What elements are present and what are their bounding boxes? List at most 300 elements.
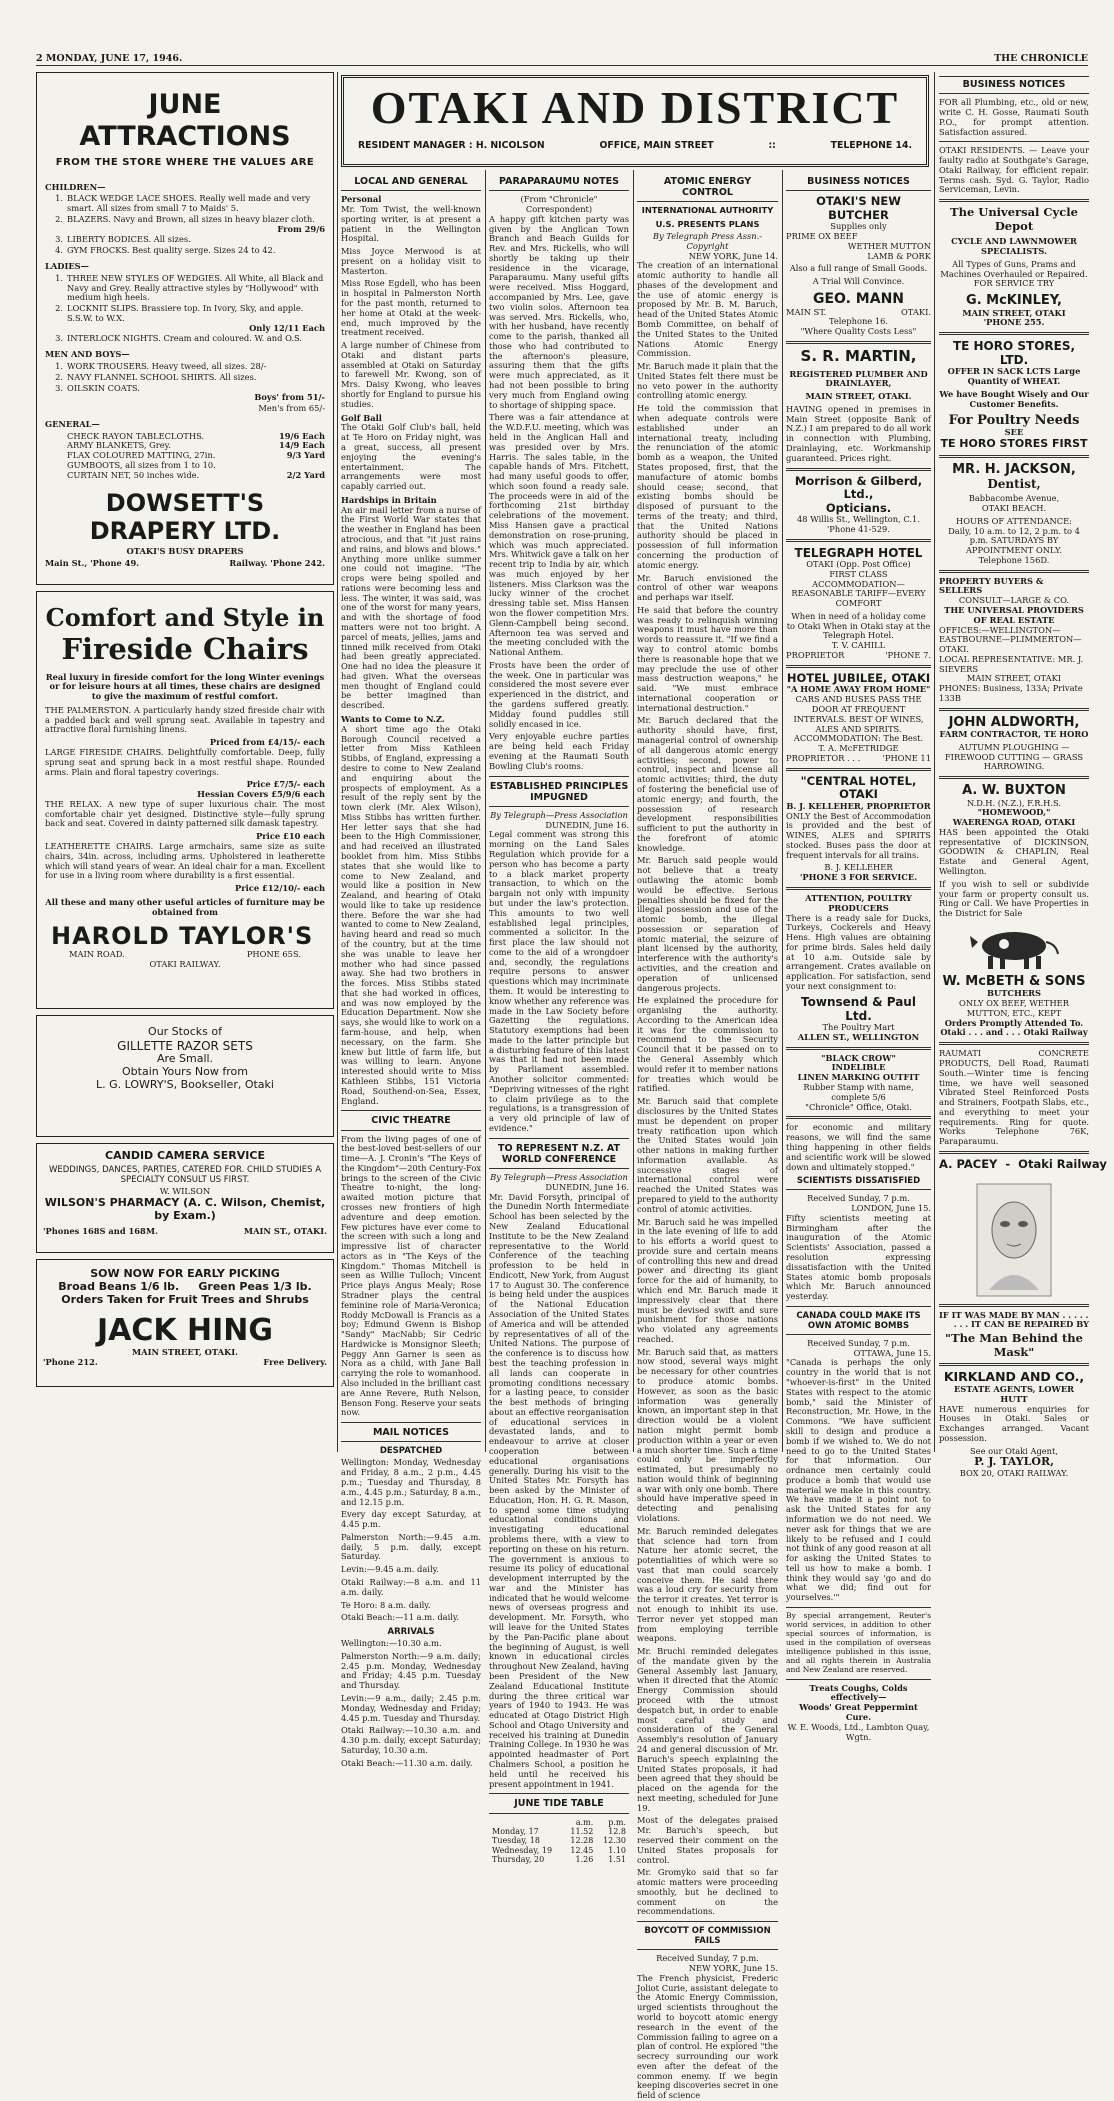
morrison-phone: 'Phone 41-529.	[827, 524, 890, 535]
column-rule	[633, 170, 634, 1452]
tide-pm-header: p.m.	[608, 1817, 626, 1827]
item-text	[67, 373, 325, 383]
butcher-tel: Telephone 16.	[828, 316, 889, 327]
jackson-l7: Telephone 156D.	[978, 554, 1050, 565]
butcher-l4: Also a full range of Small Goods.	[789, 263, 928, 274]
chairs-p2: LARGE FIRESIDE CHAIRS. Delightfully comfortable. Deep, fully sprung seat and sprung back in a most restful shape. Rounded arms. Plain and floral tapestry coverings.	[45, 747, 325, 777]
item-price: 9/3 Yard	[286, 450, 325, 461]
atomic-sub1: INTERNATIONAL AUTHORITY	[641, 205, 774, 216]
tide-day: Thursday, 20	[492, 1855, 545, 1865]
buxton-l2: N.D.H. (N.Z.), F.R.H.S.	[966, 797, 1062, 808]
camera-addr: MAIN ST., OTAKI.	[243, 1225, 327, 1236]
item-number: 1.	[55, 272, 63, 283]
arrivals-heading: ARRIVALS	[387, 1627, 435, 1638]
tehoro-l2: OFFER IN SACK LCTS Large Quantity of WHEAT.	[947, 366, 1081, 387]
chairs-also: All these and many other useful articles of furniture may be obtained from	[45, 896, 325, 917]
mail-line: Otaki Railway:—10.30 a.m. and 4.30 p.m. daily, except Saturday; Saturday, 10.30 a.m.	[341, 1725, 481, 1755]
central-prop: B. J. KELLEHER, PROPRIETOR	[786, 800, 931, 811]
para-p: A happy gift kitchen party was given by the Anglican Town Branch and Beach Guilds for Rev. and Mrs. Rickells, who will shortly be taking up their residence in the vicarage, Paraparaumu. Many useful gifts were received. Miss Hoggard, accompanied by Mrs. Lee, gave two violin solos. Afternoon tea was served. Mrs. Rickells, who, with her husband, have recently come to the parish, thanked all those who had contributed to the afternoon's pleasure, assuring them that the gifts were much appreciated, as it had not been possible to bring very much from England owing to shortage of shipping space.	[489, 213, 629, 410]
mcbeth-l1: BUTCHERS	[986, 988, 1042, 999]
kirk-l2: ESTATE AGENTS, LOWER HUTT	[953, 1383, 1075, 1404]
list-item	[45, 304, 325, 333]
buxton-l5: HAS been appointed the Otaki representative of DICKINSON, GOODWIN & CHAPLIN, Real Estate and General Agent, Wellington.	[939, 826, 1089, 877]
property-ad	[939, 577, 1089, 704]
item-price: Only 12/11 Each	[249, 322, 325, 333]
item-number: 2.	[55, 371, 63, 382]
property-l1: PROPERTY BUYERS & SELLERS	[939, 575, 1044, 596]
property-l4: OFFICES:—WELLINGTON—EASTBOURNE—PLIMMERTON—OTAKI.	[939, 624, 1082, 655]
tide-pm: 1.10	[608, 1845, 626, 1855]
dowsett-sub: OTAKI'S BUSY DRAPERS	[126, 546, 244, 557]
item-number: 2.	[55, 213, 63, 224]
boycott-p: The French physicist, Frederic Joliot Curie, assistant delegate to the Atomic Energy Commission, urged scientists throughout the world to boycott atomic energy research in the event of the Commission failing to agree on a plan of control. He explored "the secrecy surrounding our work even after the defeat of the common enemy. If we begin keeping discoveries secret in one field of science	[637, 1972, 778, 2101]
banner-office: OFFICE, MAIN STREET	[599, 139, 714, 151]
mask-illustration	[969, 1180, 1059, 1300]
atomic-continued: for economic and military reasons, we will find the same thing happening in other fields and scientific work will be slowed down and ultimately stopped."	[786, 1122, 931, 1172]
tehoro-l4: For Poultry Needs	[948, 412, 1080, 428]
item-description: GUMBOOTS, all sizes from 1 to 10.	[67, 460, 216, 471]
woods-l2: Woods' Great Peppermint Cure.	[799, 1702, 918, 1723]
poultry-firm: Townsend & Paul Ltd.	[801, 994, 916, 1023]
tide-pm: 1.51	[608, 1855, 626, 1865]
taylor-town: OTAKI RAILWAY.	[149, 958, 221, 969]
item-description: LOCKNIT SLIPS. Brassiere top. In Ivory, Sky, and apple. S.S.W. to W.X.	[67, 303, 304, 323]
mail-line: Wellington: Monday, Wednesday and Friday, 8 a.m., 2 p.m., 4.45 p.m.; Tuesday and Thursday, 8 a.m., 4.45 p.m.; Saturday, 8 a.m., and 12.15 p.m.	[341, 1457, 481, 1507]
item-price: Boys' from 51/-	[254, 392, 325, 403]
crow-l3: LINEN MARKING OUTFIT	[797, 1072, 920, 1083]
cycle-phone: 'PHONE 255.	[983, 317, 1045, 328]
property-l3: THE UNIVERSAL PROVIDERS OF REAL ESTATE	[944, 604, 1084, 625]
dowsett-firm: DOWSETT'S DRAPERY LTD.	[89, 488, 281, 545]
kirk-l5: P. J. TAYLOR,	[974, 1455, 1054, 1469]
atomic-date: NEW YORK, June 14.	[688, 250, 778, 261]
paper-name: THE CHRONICLE	[994, 53, 1088, 64]
banner-phone: TELEPHONE 14.	[830, 139, 912, 151]
item-description: GYM FROCKS. Best quality serge. Sizes 24 to 42.	[67, 245, 276, 256]
buxton-l3: "HOMEWOOD,"	[977, 807, 1051, 818]
tide-row	[489, 1846, 629, 1855]
chairs-p4-price: Price £12/10/- each	[235, 883, 325, 894]
chairs-intro: Real luxury in fireside comfort for the long Winter evenings or for leisure hours at all times, these chairs are designed to give the maximum of restful comfort.	[45, 671, 325, 702]
te-horo-ad	[939, 339, 1089, 451]
mail-line: Every day except Saturday, at 4.45 p.m.	[341, 1509, 481, 1530]
item-price: From 29/6	[277, 223, 325, 234]
cycle-addr: MAIN STREET, OTAKI	[962, 307, 1066, 318]
men-list	[45, 362, 325, 403]
scientists-heading: SCIENTISTS DISSATISFIED	[786, 1176, 931, 1190]
hing-l1: SOW NOW FOR EARLY PICKING	[90, 1267, 280, 1280]
camera-l4: WILSON'S PHARMACY (A. C. Wilson, Chemist, by Exam.)	[44, 1196, 326, 1222]
telegraph-name: TELEGRAPH HOTEL	[794, 545, 923, 560]
tide-day: Wednesday, 19	[492, 1845, 553, 1855]
jackson-dentist-ad	[939, 462, 1089, 566]
page-masthead	[36, 50, 1088, 66]
mcbeth-ad	[939, 974, 1089, 1038]
butcher-addr: MAIN ST.	[786, 306, 827, 317]
personal-p: A large number of Chinese from Otaki and distant parts assembled at Otaki on Saturday to farewell Mr. Kwong, son of Mrs. Daisy Kwong, who leaves shortly for England to pursue his studies.	[341, 340, 481, 409]
mail-line: Otaki Railway:—8 a.m. and 11 a.m. daily.	[341, 1576, 481, 1597]
golf-heading: Golf Ball	[341, 412, 382, 423]
poultry-sub: The Poultry Mart	[822, 1022, 895, 1033]
list-item	[45, 384, 325, 404]
telegraph-prop-name: T. V. CAHILL	[831, 640, 886, 651]
para-heading: PARAPARAUMU NOTES	[489, 176, 629, 191]
mail-line: Levin:—9 a.m., daily; 2.45 p.m. Monday, Wednesday and Friday; 4.45 p.m. Tuesday and Thursday.	[341, 1693, 481, 1723]
item-number: 3.	[55, 382, 63, 393]
reuter-footnote: By special arrangement, Reuter's world services, in addition to other special sources of information, is used in the compilation of overseas intelligence published in this issue, and all rights therein in Australia and New Zealand are reserved.	[786, 1611, 931, 1674]
chairs-p4: LEATHERETTE CHAIRS. Large armchairs, same size as suite chairs, 34in. across, including arms. Upholstered in leatherette which will stand years of wear. An ideal chair for a man. Excellent for use in a living room where durability is a first essential.	[45, 841, 325, 881]
man-l2: . . . IT CAN BE REPAIRED BY	[953, 1319, 1089, 1330]
butcher-mutton: WETHER MUTTON	[847, 240, 931, 251]
atomic-byline: By Telegraph Press Assn.-Copyright	[652, 230, 763, 251]
biz-heading: BUSINESS NOTICES	[786, 176, 931, 191]
atomic-p: He told the commission that when adequate controls were established under an international treaty, including the renunciation of the atomic bomb as a weapon, the United States proposed, first, that the manufacture of atomic bombs should cease; second, that existing bombs should be disposed of pursuant to the terms of the treaty; and third, that the United Nations authority should be placed in possession of full information concerning the production of atomic energy.	[637, 403, 778, 570]
cycle-l4: FOR SERVICE TRY	[973, 278, 1055, 289]
man-l1: IF IT WAS MADE BY MAN . . . . .	[939, 1309, 1089, 1320]
jubilee-body: CARS AND BUSES PASS THE DOOR AT FREQUENT INTERVALS. BEST OF WINES, ALES AND SPIRITS.	[793, 694, 924, 734]
crow-l4: Rubber Stamp with name, complete 5/6	[803, 1082, 914, 1102]
column-rule	[337, 72, 338, 1452]
item-text	[67, 215, 325, 235]
pacey-ad: A. PACEY - Otaki Railway	[939, 1156, 1107, 1171]
boycott-date: NEW YORK, June 15.	[688, 1963, 778, 1974]
cycle-firm: G. McKINLEY,	[966, 293, 1062, 309]
item-number: 1.	[55, 193, 63, 204]
local-general-column	[341, 172, 481, 1768]
tehoro-l1: TE HORO STORES, LTD.	[952, 339, 1076, 368]
jubilee-phone: 'PHONE 11	[882, 752, 931, 763]
atomic-p: Mr. Baruch said that complete disclosures by the United States must be dependent on proper treaty ratification upon which the United States would join other nations in making further information available. As successive stages of international control were reached the United States was prepared to yield to the authority control of atomic activities.	[637, 1096, 778, 1214]
mcbeth-l2: ONLY OX BEEF, WETHER MUTTON, ETC., KEPT	[959, 998, 1069, 1018]
central-ad	[786, 775, 931, 883]
item-description: BLACK WEDGE LACE SHOES. Really well made and very smart. All sizes from small 7 to Maids' 5.	[67, 193, 311, 214]
camera-l3: W. WILSON	[159, 1187, 211, 1197]
atomic-p: Most of the delegates praised Mr. Baruch's speech, but reserved their comment on the United States proposals for control.	[637, 1815, 778, 1865]
hardships-p: An air mail letter from a nurse of the First World War states that the weather in England has been atrocious, and that "it just rains and rains, and blows and blows." Anything more unlike summer one could not imagine. "The crops were being spoiled and rations were becoming less and less. The winter, it was said, was one of the worst for many years, and with the shortage of food matters were not too bright. A parcel of meats, jellies, jams and tinned milk received from Otaki had been greatly appreciated. One had no idea the pleasure it had given. What the overseas men thought of England could be better imagined than described.	[341, 504, 481, 711]
general-heading: GENERAL—	[45, 418, 100, 429]
boycott-received: Received Sunday, 7 p.m.	[656, 1953, 759, 1964]
can-p: "Canada is perhaps the only country in the world that is not "whoever-is-first" in the United States with respect to the atomic bomb," said the Minister of Reconstruction, Mr. Howe, in the Commons. "We have sufficient skill to design and produce a bomb if we wished to. We do not need to go to the United States for that information. Our ordnance men certainly could produce a bomb that would use material we make in this country. We have made it a point not to ask the United States for any information we do not need. We never ask for things that we are likely to be refused and I could not think of any good reason at all for asking the United States to tell us how to make a bomb. I think they would say 'go and do what we did; find out for yourselves.'"	[786, 1357, 931, 1603]
rep-p: Mr. David Forsyth, principal of the Dunedin North Intermediate School has been selected by the New Zealand Educational Institute to be the New Zealand representative to the World Conference of the teaching profession to be held in Endicott, New York, from August 17 to August 30. The conference is being held under the auspices of the National Education Association of the United States of America and will be attended by representatives of all of the United Nations. The purpose of the conference is to discuss how best the teaching profession in all lands can cooperate in promoting conditions necessary for a lasting peace, to consider the best methods of bringing about an effective reorganisation of educational services in devastated lands, and to endeavour to arrive at closer cooperation between educational organisations generally. During his visit to the United States Mr. Forsyth has been asked by the Minister of Education, Hon. H. G. R. Mason, to spend some time studying educational conditions and investigating educational problems there, with a view to reporting on these on his return. The government is anxious to resume its policy of educational development interrupted by the war and the Minister has indicated that he would welcome news of overseas progress and development. Mr. Forsyth, who will leave for the United States by the Pan-Pacific plane about the beginning of August, is well known in educational circles throughout New Zealand, having been President of the New Zealand Educational Institute during the three critical war years of 1940 to 1943. He was educated at Otago District High School and Otago University and received his training at Dunedin Training College. In 1930 he was appointed headmaster of Port Chalmers School, a position he held until he received his present appointment in 1941.	[489, 1191, 629, 1789]
atomic-p: Mr. Baruch said he was impelled in the late evening of life to add to his efforts a world quest to provide sure and certain means of controlling this new and dread power and directing its giant force for the aid of humanity, to which end Mr. Baruch made it impressively clear that there must be devised swift and sure punishment for those nations who violated any agreements reached.	[637, 1216, 778, 1344]
item-description: THREE NEW STYLES OF WEDGIES. All White, all Black and Navy and Grey. Really attractive styles by "Hollywood" with medium high heels.	[67, 272, 324, 303]
telegraph-loc: OTAKI (Opp. Post Office)	[806, 559, 911, 569]
item-price: 2/2 Yard	[286, 469, 325, 480]
mail-heading: MAIL NOTICES	[341, 1427, 481, 1442]
gillette-l1: Our Stocks of	[148, 1025, 222, 1038]
item-description: ARMY BLANKETS, Grey.	[67, 440, 171, 451]
list-item	[45, 194, 325, 214]
gosse-notice: FOR all Plumbing, etc., old or new, write C. H. Gosse, Raumati South P.O., for prompt attention. Satisfaction assured.	[939, 97, 1089, 137]
camera-l1: CANDID CAMERA SERVICE	[105, 1149, 265, 1162]
item-text	[67, 274, 325, 303]
woods-l3: W. E. Woods, Ltd., Lambton Quay, Wgtn.	[787, 1721, 930, 1742]
cycle-l2: CYCLE AND LAWNMOWER SPECIALISTS.	[951, 236, 1077, 257]
para-from: (From "Chronicle" Correspondent)	[520, 194, 598, 214]
fireside-chairs-ad	[36, 591, 334, 1009]
hing-l3: Orders Taken for Fruit Trees and Shrubs	[61, 1292, 309, 1306]
local-heading: LOCAL AND GENERAL	[341, 176, 481, 191]
hing-l2: Broad Beans 1/6 lb. Green Peas 1/3 lb.	[58, 1279, 312, 1293]
telegraph-prop: PROPRIETOR	[786, 650, 845, 661]
butcher-l5: A Trial Will Convince.	[812, 276, 905, 287]
item-description: OILSKIN COATS.	[67, 382, 140, 393]
item-description: LIBERTY BODICES. All sizes.	[67, 234, 191, 245]
column-rule	[485, 170, 486, 1452]
list-item	[45, 274, 325, 303]
jubilee-ad	[786, 672, 931, 764]
gillette-l2: GILLETTE RAZOR SETS	[117, 1038, 253, 1053]
central-phone: 'PHONE 3 FOR SERVICE.	[799, 872, 918, 883]
kirk-l6: BOX 20, OTAKI RAILWAY.	[959, 1468, 1069, 1479]
men-extra-price: Men's from 65/-	[258, 403, 325, 414]
item-number: 1.	[55, 361, 63, 372]
hing-delivery: Free Delivery.	[263, 1357, 327, 1368]
item-description: INTERLOCK NIGHTS. Cream and coloured. W. and O.S.	[67, 333, 303, 344]
buxton-ad	[939, 783, 1089, 919]
para-p: Very enjoyable euchre parties are being held each Friday evening at the Raumati South Bowling Club's rooms.	[489, 731, 629, 771]
jackson-l4: OTAKI BEACH.	[981, 502, 1047, 513]
item-number: 4.	[55, 245, 63, 256]
atomic-p: Mr. Gromyko said that so far atomic matters were proceeding smoothly, but he declined to comment on the recommendations.	[637, 1867, 778, 1917]
butcher-ad	[786, 195, 931, 337]
despatched-list	[341, 1458, 481, 1623]
kirk-l1: KIRKLAND AND CO.,	[943, 1369, 1085, 1385]
banner-title: OTAKI AND DISTRICT	[370, 82, 900, 133]
ladies-heading: LADIES—	[45, 260, 89, 271]
tide-row	[489, 1855, 629, 1864]
poultry-ad	[786, 894, 931, 1043]
tehoro-l3: We have Bought Wisely and Our Customer Benefits.	[939, 389, 1089, 409]
ladies-list	[45, 274, 325, 344]
item-text	[67, 246, 325, 256]
radio-notice: OTAKI RESIDENTS. — Leave your faulty radio at Southgate's Garage, Otaki Railway, for efficient repair. Terms cash. Syd. G. Taylor, Radio Serviceman, Levin.	[939, 145, 1089, 195]
buxton-l6: If you wish to sell or subdivide your farm or property consult us. Ring or Call. We have Properties in the District for Sale	[939, 878, 1089, 919]
mail-line: Te Horo: 8 a.m. daily.	[341, 1599, 431, 1610]
page-date: 2 MONDAY, JUNE 17, 1946.	[36, 53, 183, 64]
can-received: Received Sunday, 7 p.m.	[807, 1337, 910, 1348]
tehoro-l6: TE HORO STORES FIRST	[940, 436, 1088, 450]
jackson-l6: Daily, 10 a.m. to 12, 2 p.m. to 4 p.m. SATURDAYS BY APPOINTMENT ONLY.	[948, 525, 1080, 556]
martin-ad	[786, 348, 931, 464]
chairs-p1-price: Priced from £4/15/- each	[209, 737, 325, 748]
represent-heading: TO REPRESENT N.Z. AT WORLD CONFERENCE	[489, 1143, 629, 1169]
crow-l2: INDELIBLE	[831, 1062, 886, 1073]
hardships-heading: Hardships in Britain	[341, 494, 437, 505]
atomic-heading: ATOMIC ENERGY CONTROL	[637, 176, 778, 202]
personal-p: Miss Rose Egdell, who has been in hospital in Palmerston North for the past month, returned to her home at Otaki at the week-end, much improved by the treatment received.	[341, 278, 481, 338]
black-crow-ad	[786, 1054, 931, 1113]
est-date: DUNEDIN, June 16.	[545, 819, 629, 830]
camera-phone: 'Phones 168S and 168M.	[43, 1225, 158, 1236]
taylor-phone: PHONE 65S.	[246, 948, 301, 959]
property-l7: PHONES: Business, 133A; Private 133B	[939, 683, 1083, 703]
tehoro-l5: SEE	[1004, 426, 1024, 437]
atomic-column	[637, 172, 778, 2101]
wants-nz-heading: Wants to Come to N.Z.	[341, 714, 445, 725]
list-item	[45, 246, 325, 256]
tide-am-header: a.m.	[575, 1817, 594, 1827]
atomic-sub2: U.S. PRESENTS PLANS	[655, 219, 760, 230]
man-l3: "The Man Behind the Mask"	[945, 1331, 1083, 1359]
tide-row	[489, 1836, 629, 1845]
atomic-p: Mr. Baruch reminded delegates that science had torn from Nature her atomic secret, the potentialities of which were so vast that man could scarcely conceive them. He said there was a loud cry for security from the terror it creates. Yet terror is not enough to inhibit its use. Terror never yet stopped man from employing terrible weapons.	[637, 1525, 778, 1644]
mail-line: Otaki Beach:—11.30 a.m. daily.	[341, 1757, 473, 1768]
can-date: OTTAWA, June 15.	[853, 1347, 931, 1358]
june-title: JUNE ATTRACTIONS	[79, 89, 291, 152]
property-l5: LOCAL REPRESENTATIVE: MR. J. SIEVERS	[939, 653, 1084, 674]
central-sig: B. J. KELLEHER	[824, 862, 893, 873]
june-subtitle: FROM THE STORE WHERE THE VALUES ARE	[55, 156, 315, 168]
golf-p: The Otaki Golf Club's ball, held at Te Horo on Friday night, was a great, success, all present enjoying the evening's entertainment. The arrangements were most capably carried out.	[341, 422, 481, 492]
jubilee-tag: "A HOME AWAY FROM HOME"	[786, 684, 931, 695]
atomic-p: Mr. Bruchi reminded delegates of the mandate given by the General Assembly last January, when it directed that the Atomic Energy Commission should proceed with the utmost despatch but, in order to enable most careful study and consideration of the General Assembly's resolution of January 24 and general discussion of Mr. Baruch's speech explaining the United States proposals, it had been agreed that they should be placed on the agenda for the next meeting, scheduled for June 19.	[637, 1646, 778, 1813]
atomic-body	[637, 261, 778, 1917]
butcher-beef: PRIME OX BEEF	[786, 231, 858, 242]
cattle-illustration	[966, 922, 1062, 972]
gillette-l4: Obtain Yours Now from	[122, 1065, 248, 1079]
mcbeth-l4: Otaki . . . and . . . Otaki Railway	[940, 1027, 1088, 1038]
jubilee-prop-name: T. A. McFETRIDGE	[818, 743, 899, 754]
crow-l5: "Chronicle" Office, Otaki.	[805, 1101, 912, 1112]
item-text	[67, 194, 325, 214]
atomic-p: He explained the procedure for organising the authority. According to the American idea it was for the commission to recommend to the Security Council that it be passed on to the General Assembly which would refer it to member nations for treaties which would be ratified.	[637, 995, 778, 1094]
column-rule	[934, 72, 935, 1452]
tide-am: 12.45	[570, 1845, 594, 1855]
list-item	[45, 215, 325, 235]
kirk-l3: HAVE numerous enquiries for Houses in Otaki. Sales or Exchanges arranged. Vacant possession.	[939, 1403, 1089, 1443]
morrison-trade: Opticians.	[825, 500, 892, 515]
chairs-p2-price2: Hessian Covers £5/9/6 each	[197, 789, 325, 800]
june-attractions-ad	[36, 72, 334, 585]
chairs-p1: THE PALMERSTON. A particularly handy sized fireside chair with a padded back and well sprung seat. Available in tapestry and attractive floral furnishing linens.	[45, 704, 325, 735]
tide-day: Tuesday, 18	[492, 1836, 540, 1846]
para-p: There was a fair attendance at the W.D.F.U. meeting, which was held in the Anglican Hall and was presided over by Mrs. Harris. The sales table, in the capable hands of Mrs. Fitchett, had many useful goods to offer, which soon found a ready sale. The proceeds were in aid of the forthcoming 21st birthday celebrations of the movement. Miss Hansen gave a practical demonstration on rose-pruning, which was much appreciated. Mrs. Whitwick gave a talk on her recent trip to India by air, which was much enjoyed by her listeners. Miss Clarkson was the lucky winner of the crochet dressing table set. Miss Hansen won the flower competition Mrs. Glenn-Campbell being second. Afternoon tea was served and the meeting concluded with the National Anthem.	[489, 412, 629, 658]
aldworth-l2: FARM CONTRACTOR, TE HORO	[939, 729, 1089, 740]
children-heading: CHILDREN—	[45, 181, 106, 192]
taylor-addr: MAIN ROAD.	[69, 948, 125, 959]
gillette-ad	[36, 1015, 334, 1137]
district-banner	[341, 75, 929, 167]
item-text	[67, 235, 325, 245]
poultry-addr: ALLEN ST., WELLINGTON	[797, 1031, 920, 1042]
martin-body: HAVING opened in premises in Main Street (opposite Bank of N.Z.) I am prepared to do all work in connection with Plumbing, Drainlaying, etc. Workmanship guaranteed. Prices right.	[786, 403, 931, 463]
right-biz-heading: BUSINESS NOTICES	[939, 76, 1089, 94]
buxton-l1: A. W. BUXTON	[962, 783, 1066, 799]
banner-sep: ::	[768, 139, 776, 151]
item-description: WORK TROUSERS. Heavy tweed, all sizes. 28/-	[67, 361, 267, 372]
morrison-ad	[786, 475, 931, 535]
gillette-l5: L. G. LOWRY'S, Bookseller, Otaki	[96, 1078, 274, 1092]
central-body: ONLY the Best of Accommodation is provided and the best of WINES, ALES and SPIRITS stocked. Buses pass the door at frequent intervals for all trains.	[786, 810, 931, 860]
kirkland-ad	[939, 1370, 1089, 1479]
tide-table	[489, 1818, 629, 1865]
paraparaumu-column	[489, 172, 629, 1865]
civic-p: From the living pages of one of the best-loved best-sellers of our time—A. J. Cronin's "The Keys of the Kingdom"—20th Century-Fox brings to the screen of the Civic Theatre to-night, the long-awaited motion picture that crosses new frontiers of high adventure and deep emotion. Few pictures have ever come to the screen with such a long and impressive list of character actors as in "The Keys of the Kingdom." Thomas Mitchell is seen as Willie Tulloch; Vincent Price plays Angus Mealy; Rose Stradner plays the central feminine role of Maria-Veronica; Roddy McDowall is Francis as a boy; Edmund Gwenn is Bishop "Sandy" MacNabb; Sir Cedric Hardwicke is Monsignor Sleeth; Peggy Ann Garner is seen as Nora as a child, with Jane Ball carrying the role to womanhood. Also included in the brilliant cast are Anne Revere, Ruth Nelson, Benson Fong. Reserve your seats now.	[341, 1133, 481, 1418]
butcher-firm: GEO. MANN	[812, 291, 905, 308]
jackson-l5: HOURS OF ATTENDANCE:	[956, 515, 1072, 526]
butcher-l1: OTAKI'S NEW BUTCHER	[816, 194, 901, 222]
atomic-p: Mr. Baruch made it plain that the United States felt there must be no veto power in the authority controlling atomic energy.	[637, 361, 778, 401]
chairs-title-1: Comfort and Style in	[45, 603, 325, 632]
cycle-l3: All Types of Guns, Prams and Machines Overhauled or Repaired.	[940, 258, 1088, 279]
property-l2: CONSULT—LARGE & CO.	[958, 595, 1070, 606]
sci-p: Fifty scientists meeting at Birmingham after the inauguration of the Atomic Scientists' Association, passed a resolution expressing dissatisfaction with the United States atomic bomb proposals which Mr. Baruch announced yesterday.	[786, 1212, 931, 1302]
telegraph-ad	[786, 546, 931, 661]
morrison-addr: 48 Willis St., Wellington, C.1.	[797, 514, 920, 525]
morrison-firm: Morrison & Gilberd, Ltd.,	[794, 473, 923, 502]
est-byline: By Telegraph—Press Association	[490, 809, 628, 820]
dowsett-addr-right: Railway. 'Phone 242.	[229, 558, 325, 569]
tide-am: 1.26	[575, 1855, 594, 1865]
item-text	[67, 304, 325, 333]
personal-p: Mr. Tom Twist, the well-known sporting writer, is at present a patient in the Wellington Hospital.	[341, 203, 481, 244]
mail-line: Palmerston North:—9.45 a.m. daily, 5 p.m. daily, except Saturday.	[341, 1531, 481, 1562]
jubilee-name: HOTEL JUBILEE, OTAKI	[786, 670, 931, 685]
martin-trade: REGISTERED PLUMBER AND DRAINLAYER,	[789, 368, 928, 389]
chairs-p3: THE RELAX. A new type of super luxurious chair. The most comfortable chair yet designed. Distinctive style—fully sprung back and seat. Covered in dainty patterned silk damask tapestry.	[45, 798, 325, 829]
camera-ad	[36, 1143, 334, 1253]
general-list	[45, 432, 325, 481]
item-number: 3.	[55, 234, 63, 245]
mail-line: Otaki Beach:—11 a.m. daily.	[341, 1612, 460, 1623]
para-p: Frosts have been the order of the week. One in particular was considered the most severe ever experienced in the district, and the gardens suffered greatly. Midday found puddles still solidly encased in ice.	[489, 659, 629, 729]
dowsett-addr-left: Main St., 'Phone 49.	[45, 558, 140, 569]
taylor-firm: HAROLD TAYLOR'S	[51, 921, 314, 950]
established-heading: ESTABLISHED PRINCIPLES IMPUGNED	[489, 781, 629, 807]
woods-l1: Treats Coughs, Colds effectively—	[809, 1682, 908, 1703]
tide-row	[489, 1827, 629, 1836]
list-item	[45, 362, 325, 372]
gillette-l3: Are Small.	[156, 1052, 214, 1066]
item-number: 3.	[55, 333, 63, 344]
atomic-p: He said that before the country was ready to relinquish winning weapons it must have more than words to reassure it. "If we find a way to control atomic bombs there is reasonable hope that we may preclude the use of other mass destruction weapons," he said. "We must embrace international cooperation or international destruction."	[637, 604, 778, 713]
civic-heading: CIVIC THEATRE	[341, 1115, 481, 1130]
est-p: Legal comment was strong this morning on the Land Sales Regulation which provide for a person who has become a party to a black market property transaction, to which on the bargain not only with impunity but under the law's protection. This amounts to two well established legal principles, commented a solicitor. In the first place the law should not come to the aid of a wrongdoer and, secondly, the regulations require persons to answer questions which may incriminate them. It would be interesting to know whether any reference was made in the Law Society before Gazetting the regulations. Statutory exemptions had been made to the latter principle but a disturbing feature of this latest was that it had not been made by Parliament assembled. Another solicitor commented: "Depriving witnesses of the right to claim privilege as to the regulations, is a transgression of a very old principle of law of evidence."	[489, 829, 629, 1133]
left-column	[36, 72, 334, 1454]
jackson-l3: Babbacombe Avenue,	[968, 493, 1060, 504]
atomic-p: Mr. Baruch said that, as matters now stood, several ways might be necessary for other countries to produce atomic bombs. However, as soon as the basic information was generally known, an important step in that direction would be a violent nation might permit bomb production within a year or even a much shorter time. Such a time could only be imperfectly estimated, but presumably no nation would think of beginning a war with only one bomb. There should have imperative speed in detecting and penalising violations.	[637, 1346, 778, 1523]
item-description: NAVY FLANNEL SCHOOL SHIRTS. All sizes.	[67, 371, 257, 382]
mcbeth-firm: W. McBETH & SONS	[942, 973, 1086, 989]
despatched-heading: DESPATCHED	[379, 1446, 443, 1457]
item-price: 19/6 Each	[278, 430, 325, 441]
sci-date: LONDON, June 15.	[851, 1203, 931, 1214]
telegraph-phone: 'PHONE 7.	[885, 650, 931, 661]
personal-heading: Personal	[341, 194, 382, 205]
banner-manager: RESIDENT MANAGER : H. NICOLSON	[358, 139, 545, 151]
column-rule	[782, 170, 783, 1452]
central-name: "CENTRAL HOTEL, OTAKI	[800, 773, 917, 802]
chairs-p2-price: Price £7/5/- each	[246, 779, 325, 790]
aldworth-ad	[939, 715, 1089, 772]
tide-heading: JUNE TIDE TABLE	[489, 1798, 629, 1813]
business-notices-center	[786, 172, 931, 1742]
poultry-head: ATTENTION, POULTRY PRODUCERS	[805, 893, 912, 913]
jackson-l2: Dentist,	[987, 477, 1041, 491]
item-description: BLAZERS. Navy and Brown, all sizes in heavy blazer cloth.	[67, 213, 315, 224]
butcher-l2: Supplies only	[830, 221, 887, 232]
mail-line: Levin:—9.45 a.m. daily.	[341, 1564, 439, 1575]
tide-day: Monday, 17	[492, 1826, 539, 1836]
list-item	[45, 235, 325, 245]
atomic-p: Mr. Baruch said people would not believe that a treaty outlawing the atomic bomb would be effective. Serious penalties should be fixed for the illegal possession and use of the atomic bomb, the illegal possession or separation of atomic material, the seizure of plant licensed by the authority, interference with the authority's activities, and the creation and operation of unlicensed dangerous projects.	[637, 855, 778, 993]
crow-l1: "BLACK CROW"	[821, 1052, 896, 1063]
mail-line: Palmerston North:—9 a.m. daily; 2.45 p.m. Monday, Wednesday and Friday; 4.45 p.m. Tuesday and Thursday.	[341, 1650, 481, 1691]
hing-phone: 'Phone 212.	[43, 1357, 98, 1368]
atomic-p: The creation of an international atomic authority to handle all phases of the development and the use of atomic energy is proposed by Mr. B. M. Baruch, head of the United States Atomic Bomb Committee, on behalf of the United States to the United Nations Atomic Energy Commission.	[637, 260, 778, 359]
item-text	[67, 362, 325, 372]
